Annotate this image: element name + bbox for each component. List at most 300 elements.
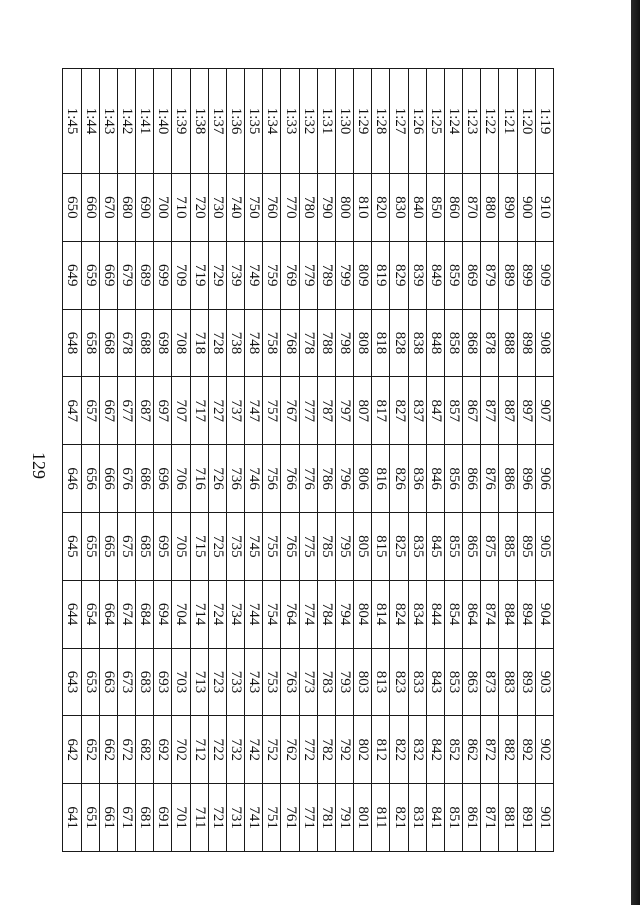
score-cell: 874	[481, 580, 499, 648]
time-cell: 1:27	[390, 69, 408, 174]
score-cell: 804	[354, 580, 372, 648]
score-cell: 674	[117, 580, 135, 648]
score-cell: 710	[172, 174, 190, 242]
table-row	[63, 69, 82, 852]
table-row	[517, 69, 535, 852]
table-row	[154, 69, 172, 852]
score-table	[62, 68, 554, 852]
score-cell: 759	[263, 241, 281, 309]
score-cell: 646	[63, 445, 82, 513]
score-cell: 866	[463, 445, 481, 513]
score-cell: 645	[63, 512, 82, 580]
table-row	[81, 69, 99, 852]
score-cell: 729	[208, 241, 226, 309]
score-cell: 648	[63, 309, 82, 377]
score-cell: 783	[317, 648, 335, 716]
score-cell: 662	[99, 716, 117, 784]
score-cell: 721	[208, 784, 226, 852]
score-cell: 773	[299, 648, 317, 716]
score-cell: 764	[281, 580, 299, 648]
score-cell: 641	[63, 784, 82, 852]
table-row	[372, 69, 390, 852]
score-cell: 853	[444, 648, 462, 716]
score-cell: 887	[499, 377, 517, 445]
table-row	[463, 69, 481, 852]
score-cell: 653	[81, 648, 99, 716]
score-cell: 790	[317, 174, 335, 242]
score-cell: 907	[535, 377, 553, 445]
score-cell: 856	[444, 445, 462, 513]
score-cell: 870	[463, 174, 481, 242]
score-cell: 709	[172, 241, 190, 309]
score-cell: 644	[63, 580, 82, 648]
score-cell: 706	[172, 445, 190, 513]
score-cell: 908	[535, 309, 553, 377]
score-cell: 879	[481, 241, 499, 309]
score-cell: 839	[408, 241, 426, 309]
score-cell: 867	[463, 377, 481, 445]
score-cell: 702	[172, 716, 190, 784]
score-cell: 788	[317, 309, 335, 377]
score-cell: 687	[136, 377, 154, 445]
table-row	[263, 69, 281, 852]
score-cell: 678	[117, 309, 135, 377]
score-cell: 733	[226, 648, 244, 716]
time-cell: 1:24	[444, 69, 462, 174]
score-cell: 657	[81, 377, 99, 445]
score-cell: 787	[317, 377, 335, 445]
score-cell: 747	[245, 377, 263, 445]
score-cell: 795	[335, 512, 353, 580]
score-table-rotated	[62, 68, 554, 852]
score-cell: 714	[190, 580, 208, 648]
score-cell: 876	[481, 445, 499, 513]
score-cell: 659	[81, 241, 99, 309]
score-cell: 892	[517, 716, 535, 784]
score-cell: 873	[481, 648, 499, 716]
table-row	[335, 69, 353, 852]
score-cell: 863	[463, 648, 481, 716]
score-cell: 791	[335, 784, 353, 852]
score-cell: 881	[499, 784, 517, 852]
score-cell: 815	[372, 512, 390, 580]
score-cell: 857	[444, 377, 462, 445]
score-cell: 712	[190, 716, 208, 784]
score-cell: 833	[408, 648, 426, 716]
score-cell: 774	[299, 580, 317, 648]
score-cell: 685	[136, 512, 154, 580]
score-cell: 827	[390, 377, 408, 445]
time-cell: 1:26	[408, 69, 426, 174]
score-cell: 682	[136, 716, 154, 784]
score-cell: 666	[99, 445, 117, 513]
score-cell: 722	[208, 716, 226, 784]
score-cell: 752	[263, 716, 281, 784]
score-cell: 894	[517, 580, 535, 648]
score-cell: 855	[444, 512, 462, 580]
score-cell: 758	[263, 309, 281, 377]
score-cell: 767	[281, 377, 299, 445]
score-cell: 865	[463, 512, 481, 580]
table-row	[299, 69, 317, 852]
score-cell: 677	[117, 377, 135, 445]
score-cell: 737	[226, 377, 244, 445]
time-cell: 1:34	[263, 69, 281, 174]
score-cell: 880	[481, 174, 499, 242]
score-cell: 670	[99, 174, 117, 242]
score-cell: 909	[535, 241, 553, 309]
table-row	[99, 69, 117, 852]
score-cell: 652	[81, 716, 99, 784]
score-cell: 836	[408, 445, 426, 513]
score-cell: 688	[136, 309, 154, 377]
score-cell: 698	[154, 309, 172, 377]
score-cell: 693	[154, 648, 172, 716]
score-cell: 723	[208, 648, 226, 716]
score-cell: 649	[63, 241, 82, 309]
score-cell: 858	[444, 309, 462, 377]
score-cell: 696	[154, 445, 172, 513]
score-cell: 689	[136, 241, 154, 309]
score-cell: 725	[208, 512, 226, 580]
score-cell: 897	[517, 377, 535, 445]
score-cell: 757	[263, 377, 281, 445]
table-row	[354, 69, 372, 852]
score-cell: 643	[63, 648, 82, 716]
time-cell: 1:29	[354, 69, 372, 174]
score-cell: 822	[390, 716, 408, 784]
time-cell: 1:37	[208, 69, 226, 174]
score-cell: 694	[154, 580, 172, 648]
score-cell: 711	[190, 784, 208, 852]
score-cell: 672	[117, 716, 135, 784]
score-cell: 811	[372, 784, 390, 852]
score-cell: 680	[117, 174, 135, 242]
score-cell: 888	[499, 309, 517, 377]
score-cell: 798	[335, 309, 353, 377]
score-cell: 838	[408, 309, 426, 377]
time-cell: 1:32	[299, 69, 317, 174]
score-cell: 905	[535, 512, 553, 580]
time-cell: 1:43	[99, 69, 117, 174]
score-cell: 821	[390, 784, 408, 852]
score-cell: 769	[281, 241, 299, 309]
score-cell: 903	[535, 648, 553, 716]
score-cell: 655	[81, 512, 99, 580]
score-cell: 745	[245, 512, 263, 580]
score-cell: 884	[499, 580, 517, 648]
score-cell: 818	[372, 309, 390, 377]
score-cell: 893	[517, 648, 535, 716]
score-cell: 825	[390, 512, 408, 580]
score-cell: 805	[354, 512, 372, 580]
score-cell: 668	[99, 309, 117, 377]
score-cell: 792	[335, 716, 353, 784]
score-cell: 823	[390, 648, 408, 716]
score-cell: 661	[99, 784, 117, 852]
score-cell: 849	[426, 241, 444, 309]
score-cell: 904	[535, 580, 553, 648]
score-cell: 676	[117, 445, 135, 513]
score-cell: 890	[499, 174, 517, 242]
score-cell: 896	[517, 445, 535, 513]
score-cell: 814	[372, 580, 390, 648]
score-cell: 727	[208, 377, 226, 445]
time-cell: 1:42	[117, 69, 135, 174]
score-cell: 806	[354, 445, 372, 513]
score-cell: 665	[99, 512, 117, 580]
score-cell: 746	[245, 445, 263, 513]
time-cell: 1:21	[499, 69, 517, 174]
score-cell: 831	[408, 784, 426, 852]
score-cell: 871	[481, 784, 499, 852]
score-cell: 828	[390, 309, 408, 377]
table-row	[535, 69, 553, 852]
score-cell: 762	[281, 716, 299, 784]
score-cell: 861	[463, 784, 481, 852]
score-cell: 761	[281, 784, 299, 852]
score-cell: 889	[499, 241, 517, 309]
time-cell: 1:31	[317, 69, 335, 174]
score-cell: 705	[172, 512, 190, 580]
score-cell: 899	[517, 241, 535, 309]
score-cell: 658	[81, 309, 99, 377]
score-cell: 797	[335, 377, 353, 445]
page-number: 129	[29, 452, 49, 479]
score-cell: 651	[81, 784, 99, 852]
score-cell: 732	[226, 716, 244, 784]
score-cell: 691	[154, 784, 172, 852]
table-row	[117, 69, 135, 852]
time-cell: 1:36	[226, 69, 244, 174]
score-cell: 753	[263, 648, 281, 716]
time-cell: 1:33	[281, 69, 299, 174]
time-cell: 1:28	[372, 69, 390, 174]
score-cell: 742	[245, 716, 263, 784]
score-cell: 756	[263, 445, 281, 513]
score-cell: 859	[444, 241, 462, 309]
score-cell: 882	[499, 716, 517, 784]
score-cell: 760	[263, 174, 281, 242]
score-cell: 860	[444, 174, 462, 242]
table-row	[172, 69, 190, 852]
score-cell: 883	[499, 648, 517, 716]
score-cell: 826	[390, 445, 408, 513]
score-cell: 720	[190, 174, 208, 242]
score-cell: 808	[354, 309, 372, 377]
table-row	[481, 69, 499, 852]
score-cell: 846	[426, 445, 444, 513]
score-cell: 741	[245, 784, 263, 852]
score-cell: 736	[226, 445, 244, 513]
time-cell: 1:44	[81, 69, 99, 174]
score-cell: 765	[281, 512, 299, 580]
table-row	[190, 69, 208, 852]
table-row	[136, 69, 154, 852]
table-row	[245, 69, 263, 852]
score-cell: 902	[535, 716, 553, 784]
score-cell: 734	[226, 580, 244, 648]
time-cell: 1:30	[335, 69, 353, 174]
score-cell: 778	[299, 309, 317, 377]
score-cell: 813	[372, 648, 390, 716]
score-cell: 895	[517, 512, 535, 580]
book-spine-shadow	[631, 0, 640, 905]
score-cell: 740	[226, 174, 244, 242]
score-cell: 901	[535, 784, 553, 852]
score-cell: 824	[390, 580, 408, 648]
score-cell: 837	[408, 377, 426, 445]
time-cell: 1:35	[245, 69, 263, 174]
score-cell: 754	[263, 580, 281, 648]
time-cell: 1:23	[463, 69, 481, 174]
score-cell: 739	[226, 241, 244, 309]
score-cell: 730	[208, 174, 226, 242]
score-cell: 695	[154, 512, 172, 580]
score-cell: 735	[226, 512, 244, 580]
time-cell: 1:38	[190, 69, 208, 174]
score-cell: 844	[426, 580, 444, 648]
score-cell: 862	[463, 716, 481, 784]
score-cell: 786	[317, 445, 335, 513]
score-cell: 845	[426, 512, 444, 580]
score-cell: 809	[354, 241, 372, 309]
score-cell: 718	[190, 309, 208, 377]
score-cell: 841	[426, 784, 444, 852]
score-cell: 850	[426, 174, 444, 242]
score-cell: 669	[99, 241, 117, 309]
time-cell: 1:25	[426, 69, 444, 174]
score-cell: 686	[136, 445, 154, 513]
score-cell: 807	[354, 377, 372, 445]
score-cell: 726	[208, 445, 226, 513]
score-cell: 906	[535, 445, 553, 513]
score-cell: 663	[99, 648, 117, 716]
score-cell: 878	[481, 309, 499, 377]
score-cell: 724	[208, 580, 226, 648]
score-cell: 763	[281, 648, 299, 716]
score-cell: 851	[444, 784, 462, 852]
score-cell: 642	[63, 716, 82, 784]
score-cell: 810	[354, 174, 372, 242]
table-row	[317, 69, 335, 852]
score-cell: 650	[63, 174, 82, 242]
score-cell: 864	[463, 580, 481, 648]
score-cell: 690	[136, 174, 154, 242]
score-cell: 891	[517, 784, 535, 852]
time-cell: 1:19	[535, 69, 553, 174]
score-cell: 697	[154, 377, 172, 445]
score-cell: 775	[299, 512, 317, 580]
score-cell: 830	[390, 174, 408, 242]
score-cell: 713	[190, 648, 208, 716]
score-cell: 779	[299, 241, 317, 309]
score-cell: 683	[136, 648, 154, 716]
score-cell: 751	[263, 784, 281, 852]
score-cell: 673	[117, 648, 135, 716]
score-cell: 771	[299, 784, 317, 852]
score-cell: 868	[463, 309, 481, 377]
score-cell: 707	[172, 377, 190, 445]
score-cell: 701	[172, 784, 190, 852]
score-cell: 749	[245, 241, 263, 309]
score-cell: 789	[317, 241, 335, 309]
score-cell: 776	[299, 445, 317, 513]
time-cell: 1:45	[63, 69, 82, 174]
score-cell: 835	[408, 512, 426, 580]
score-cell: 692	[154, 716, 172, 784]
table-row	[426, 69, 444, 852]
score-cell: 766	[281, 445, 299, 513]
score-cell: 852	[444, 716, 462, 784]
score-cell: 748	[245, 309, 263, 377]
time-cell: 1:40	[154, 69, 172, 174]
score-cell: 716	[190, 445, 208, 513]
score-cell: 820	[372, 174, 390, 242]
score-cell: 802	[354, 716, 372, 784]
score-cell: 796	[335, 445, 353, 513]
score-cell: 656	[81, 445, 99, 513]
table-row	[408, 69, 426, 852]
score-cell: 664	[99, 580, 117, 648]
score-cell: 738	[226, 309, 244, 377]
time-cell: 1:41	[136, 69, 154, 174]
table-row	[390, 69, 408, 852]
score-cell: 684	[136, 580, 154, 648]
score-cell: 794	[335, 580, 353, 648]
score-cell: 900	[517, 174, 535, 242]
score-cell: 654	[81, 580, 99, 648]
score-cell: 816	[372, 445, 390, 513]
score-cell: 728	[208, 309, 226, 377]
score-cell: 708	[172, 309, 190, 377]
score-cell: 847	[426, 377, 444, 445]
score-cell: 829	[390, 241, 408, 309]
score-cell: 819	[372, 241, 390, 309]
table-row	[499, 69, 517, 852]
score-cell: 671	[117, 784, 135, 852]
score-cell: 750	[245, 174, 263, 242]
score-cell: 854	[444, 580, 462, 648]
table-row	[208, 69, 226, 852]
score-cell: 812	[372, 716, 390, 784]
score-cell: 704	[172, 580, 190, 648]
score-table-body	[63, 69, 554, 852]
score-cell: 647	[63, 377, 82, 445]
score-cell: 744	[245, 580, 263, 648]
score-cell: 743	[245, 648, 263, 716]
table-row	[226, 69, 244, 852]
score-cell: 667	[99, 377, 117, 445]
score-cell: 703	[172, 648, 190, 716]
score-cell: 842	[426, 716, 444, 784]
score-cell: 731	[226, 784, 244, 852]
score-cell: 898	[517, 309, 535, 377]
score-cell: 679	[117, 241, 135, 309]
score-cell: 770	[281, 174, 299, 242]
score-cell: 872	[481, 716, 499, 784]
score-cell: 700	[154, 174, 172, 242]
score-cell: 784	[317, 580, 335, 648]
score-cell: 800	[335, 174, 353, 242]
score-cell: 885	[499, 512, 517, 580]
score-cell: 834	[408, 580, 426, 648]
score-cell: 755	[263, 512, 281, 580]
score-cell: 793	[335, 648, 353, 716]
table-row	[281, 69, 299, 852]
time-cell: 1:39	[172, 69, 190, 174]
score-cell: 777	[299, 377, 317, 445]
